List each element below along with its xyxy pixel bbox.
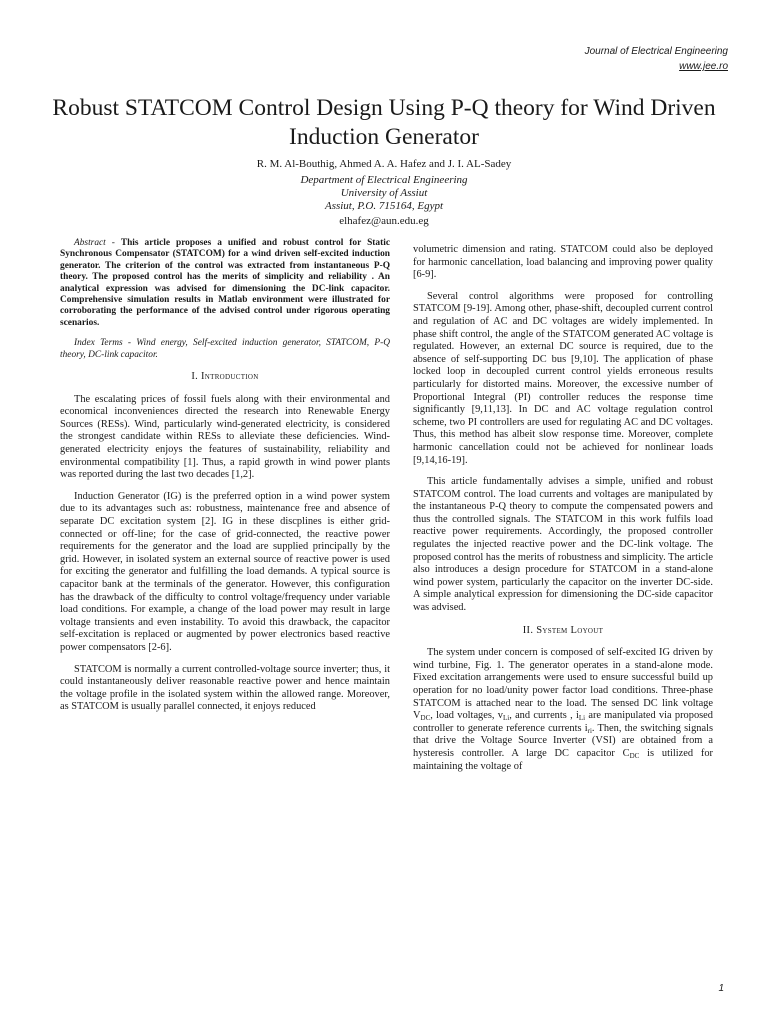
section-heading-introduction: I. Introduction: [191, 371, 259, 383]
index-terms: Index Terms - Wind energy, Self-excited induction generator, STATCOM, P-Q theory, DC-link capacitor.: [60, 338, 390, 360]
text-run: . Then, the switching signals that drive the Voltage Source Inverter (VSI) are obtained from a hysteresis controller. A large DC capacitor C: [413, 722, 713, 759]
text-run: , and currents , i: [509, 710, 579, 722]
author-block: [40, 158, 728, 228]
text-run: The system under concern is composed of self-excited IG driven by wind turbine, Fig. 1. The generator operates in a stand-alone mode. Fixed excitation arrangements were used to ensure successful build up operation for no load/unity power factor load conditions. Three-phase STATCOM is attached near to the load. The sensed DC link voltage V: [413, 647, 713, 722]
journal-header: [585, 44, 728, 74]
journal-name: Journal of Electrical Engineering: [584, 46, 728, 57]
paper-title: Robust STATCOM Control Design Using P-Q theory for Wind Driven Induction Generator: [52, 95, 716, 150]
left-column: [60, 238, 390, 723]
author-email: elhafez@aun.edu.eg: [339, 215, 429, 227]
subscript: DC: [420, 714, 431, 723]
subscript: Li: [502, 714, 510, 723]
subscript: DC: [629, 751, 640, 760]
layout-paragraph-1: [413, 647, 713, 773]
subscript: Li: [578, 714, 586, 723]
text-run: is utilized for maintaining the voltage of: [413, 747, 713, 772]
intro-paragraph-2: Induction Generator (IG) is the preferred option in a wind power system due to its advantages such as: robustness, maintenance free and absence of separate DC excitation system [2]. IG in these discplines is either grid-connected or off-line; for the case of grid-connected, the reactive power requirements for the generator and the load are supplied principally by the grid. However, in isolated system an external source of reactive power is used for exciting the generator and fulfilling the load demands. A typical source is capacitor bank at the terminals of the generator. However, this configuration has the drawback of the difficulty to control voltage/frequency under variable load conditions. For example, a change of the load power may result in large voltage transients and even instability. To avoid this drawback, the capacitor self-excitation is replaced or augmented by power electronics based reactive power compensators [2-6].: [60, 490, 390, 653]
abstract-label: Abstract -: [74, 238, 121, 248]
intro-paragraph-1: The escalating prices of fossil fuels along with their environmental and economical inconveniences directed the research into Renewable Energy Sources (RESs). Wind, particularly wind-generated electricity, is considered the strongest candidate within RESs to alleviate these deficiencies. Wind-generated electricity enjoys the features of sustainability, reliability and environmental compatibility [1]. Thus, a rapid growth in wind power plants was reported during the last two decades [1,2].: [60, 393, 390, 481]
author-department: Department of Electrical Engineering: [300, 174, 468, 186]
intro-paragraph-4: Several control algorithms were proposed for controlling STATCOM [9-19]. Among other, phase-shift, decoupled current control and regulation of AC and DC voltages are widely implemented. In phase shift control, the angle of the STATCOM generated AC voltage is regulated. However, an external DC source is required, due to the absence of self-supporting DC bus [9,10]. The application of phase locked loop in decoupled current control yields erroneous results particularly for distorted mains. Moreover, the excessive number of Proportional Integral (PI) controller reduces the response time significantly [9,11,13]. In DC and AC voltage regulation control scheme, two PI controllers are used for regulating AC and DC voltages. Thus, this method has albeit slow response time. Moreover, complete harmonic cancellation could not be achieved for nonlinear loads [9,14,16-19].: [413, 290, 713, 466]
text-run: are manipulated via proposed controller to generate reference currents i: [413, 710, 713, 734]
intro-paragraph-3: STATCOM is normally a current controlled-voltage source inverter; thus, it could instantaneously deliver reasonable reactive power and hence maintain the voltage profile in the isolated system within the allowed range. Moreover, as STATCOM is usually parallel connected, it enjoys reduced: [60, 663, 390, 713]
journal-url[interactable]: www.jee.ro: [679, 61, 728, 72]
right-column: [413, 244, 713, 782]
author-names: R. M. Al-Bouthig, Ahmed A. A. Hafez and J. I. AL-Sadey: [256, 158, 512, 170]
intro-paragraph-5: This article fundamentally advises a simple, unified and robust STATCOM control. The load currents and voltages are manipulated by the instantaneous P-Q theory to compute the compensated powers and thus the controlled signals. The STATCOM in this work fulfils load reactive power requirements. Accordingly, the proposed controller regulates the injected reactive power and the DC-link voltage. The proposed control has the merits of robustness and simplicity. The article also introduces a design procedure for STATCOM in a stand-alone wind power system, particularly the capacitor on the inverter DC-side. A simple analytical expression for dimensioning the DC-side capacitor was advised.: [413, 476, 713, 614]
author-address: Assiut, P.O. 715164, Egypt: [324, 200, 444, 212]
intro-paragraph-3-cont: volumetric dimension and rating. STATCOM could also be deployed for harmonic cancellation, load balancing and improving power quality [6-9].: [413, 244, 713, 281]
author-university: University of Assiut: [340, 187, 428, 199]
subscript: ri: [587, 726, 592, 735]
abstract-text: This article proposes a unified and robust control for Static Synchronous Compensator (STATCOM) for a wind driven self-excited induction generator. The criterion of the control was extracted from instantaneous P-Q theory. The proposed control has the merits of simplicity and reliability . An analytical expression was advised for dimensioning the DC-link capacitor. Comprehensive simulation results in Matlab environment were illustrated for corroborating the performance of the advised control under rigorous operating scenarios.: [60, 238, 390, 328]
page-number: 1: [718, 983, 724, 994]
abstract: [60, 238, 390, 329]
text-run: , load voltages, v: [430, 710, 503, 722]
section-heading-system-layout: II. System Loyout: [522, 624, 604, 636]
